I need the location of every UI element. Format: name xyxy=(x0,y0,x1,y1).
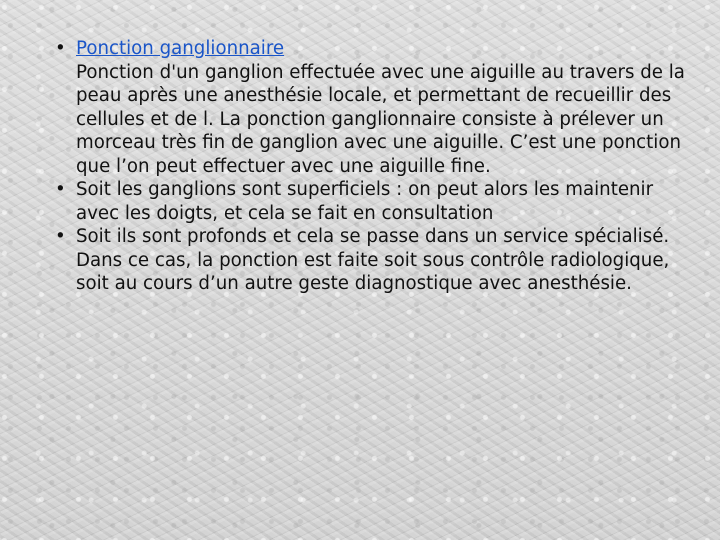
bullet-text: Ponction d'un ganglion effectuée avec une aiguille au travers de la peau après une anesthésie locale, et permettant de recueillir des cellules et de l. La ponction ganglionnaire consiste à prélever un morceau très fin de ganglion avec une aiguille. C’est une ponction que l’on peut effectuer avec une aiguille fine. xyxy=(76,61,685,177)
bullet-dot-icon: • xyxy=(55,179,66,200)
bullet-list xyxy=(50,37,700,296)
bullet-text: Soit les ganglions sont superficiels : on peut alors les maintenir avec les doigts, et cela se fait en consultation xyxy=(76,179,654,224)
bullet-dot-icon: • xyxy=(55,38,66,59)
bullet-item-profonds xyxy=(50,225,700,296)
bullet-dot-icon: • xyxy=(55,226,66,247)
bullet-item-superficiels xyxy=(50,178,700,225)
bullet-item-ponction xyxy=(50,37,700,178)
ponction-ganglionnaire-link[interactable]: Ponction ganglionnaire xyxy=(76,38,285,59)
slide-content xyxy=(50,37,700,296)
bullet-text: Soit ils sont profonds et cela se passe dans un service spécialisé. Dans ce cas, la ponction est faite soit sous contrôle radiologique, soit au cours d’un autre geste diagnostique avec anesthésie. xyxy=(76,226,670,294)
